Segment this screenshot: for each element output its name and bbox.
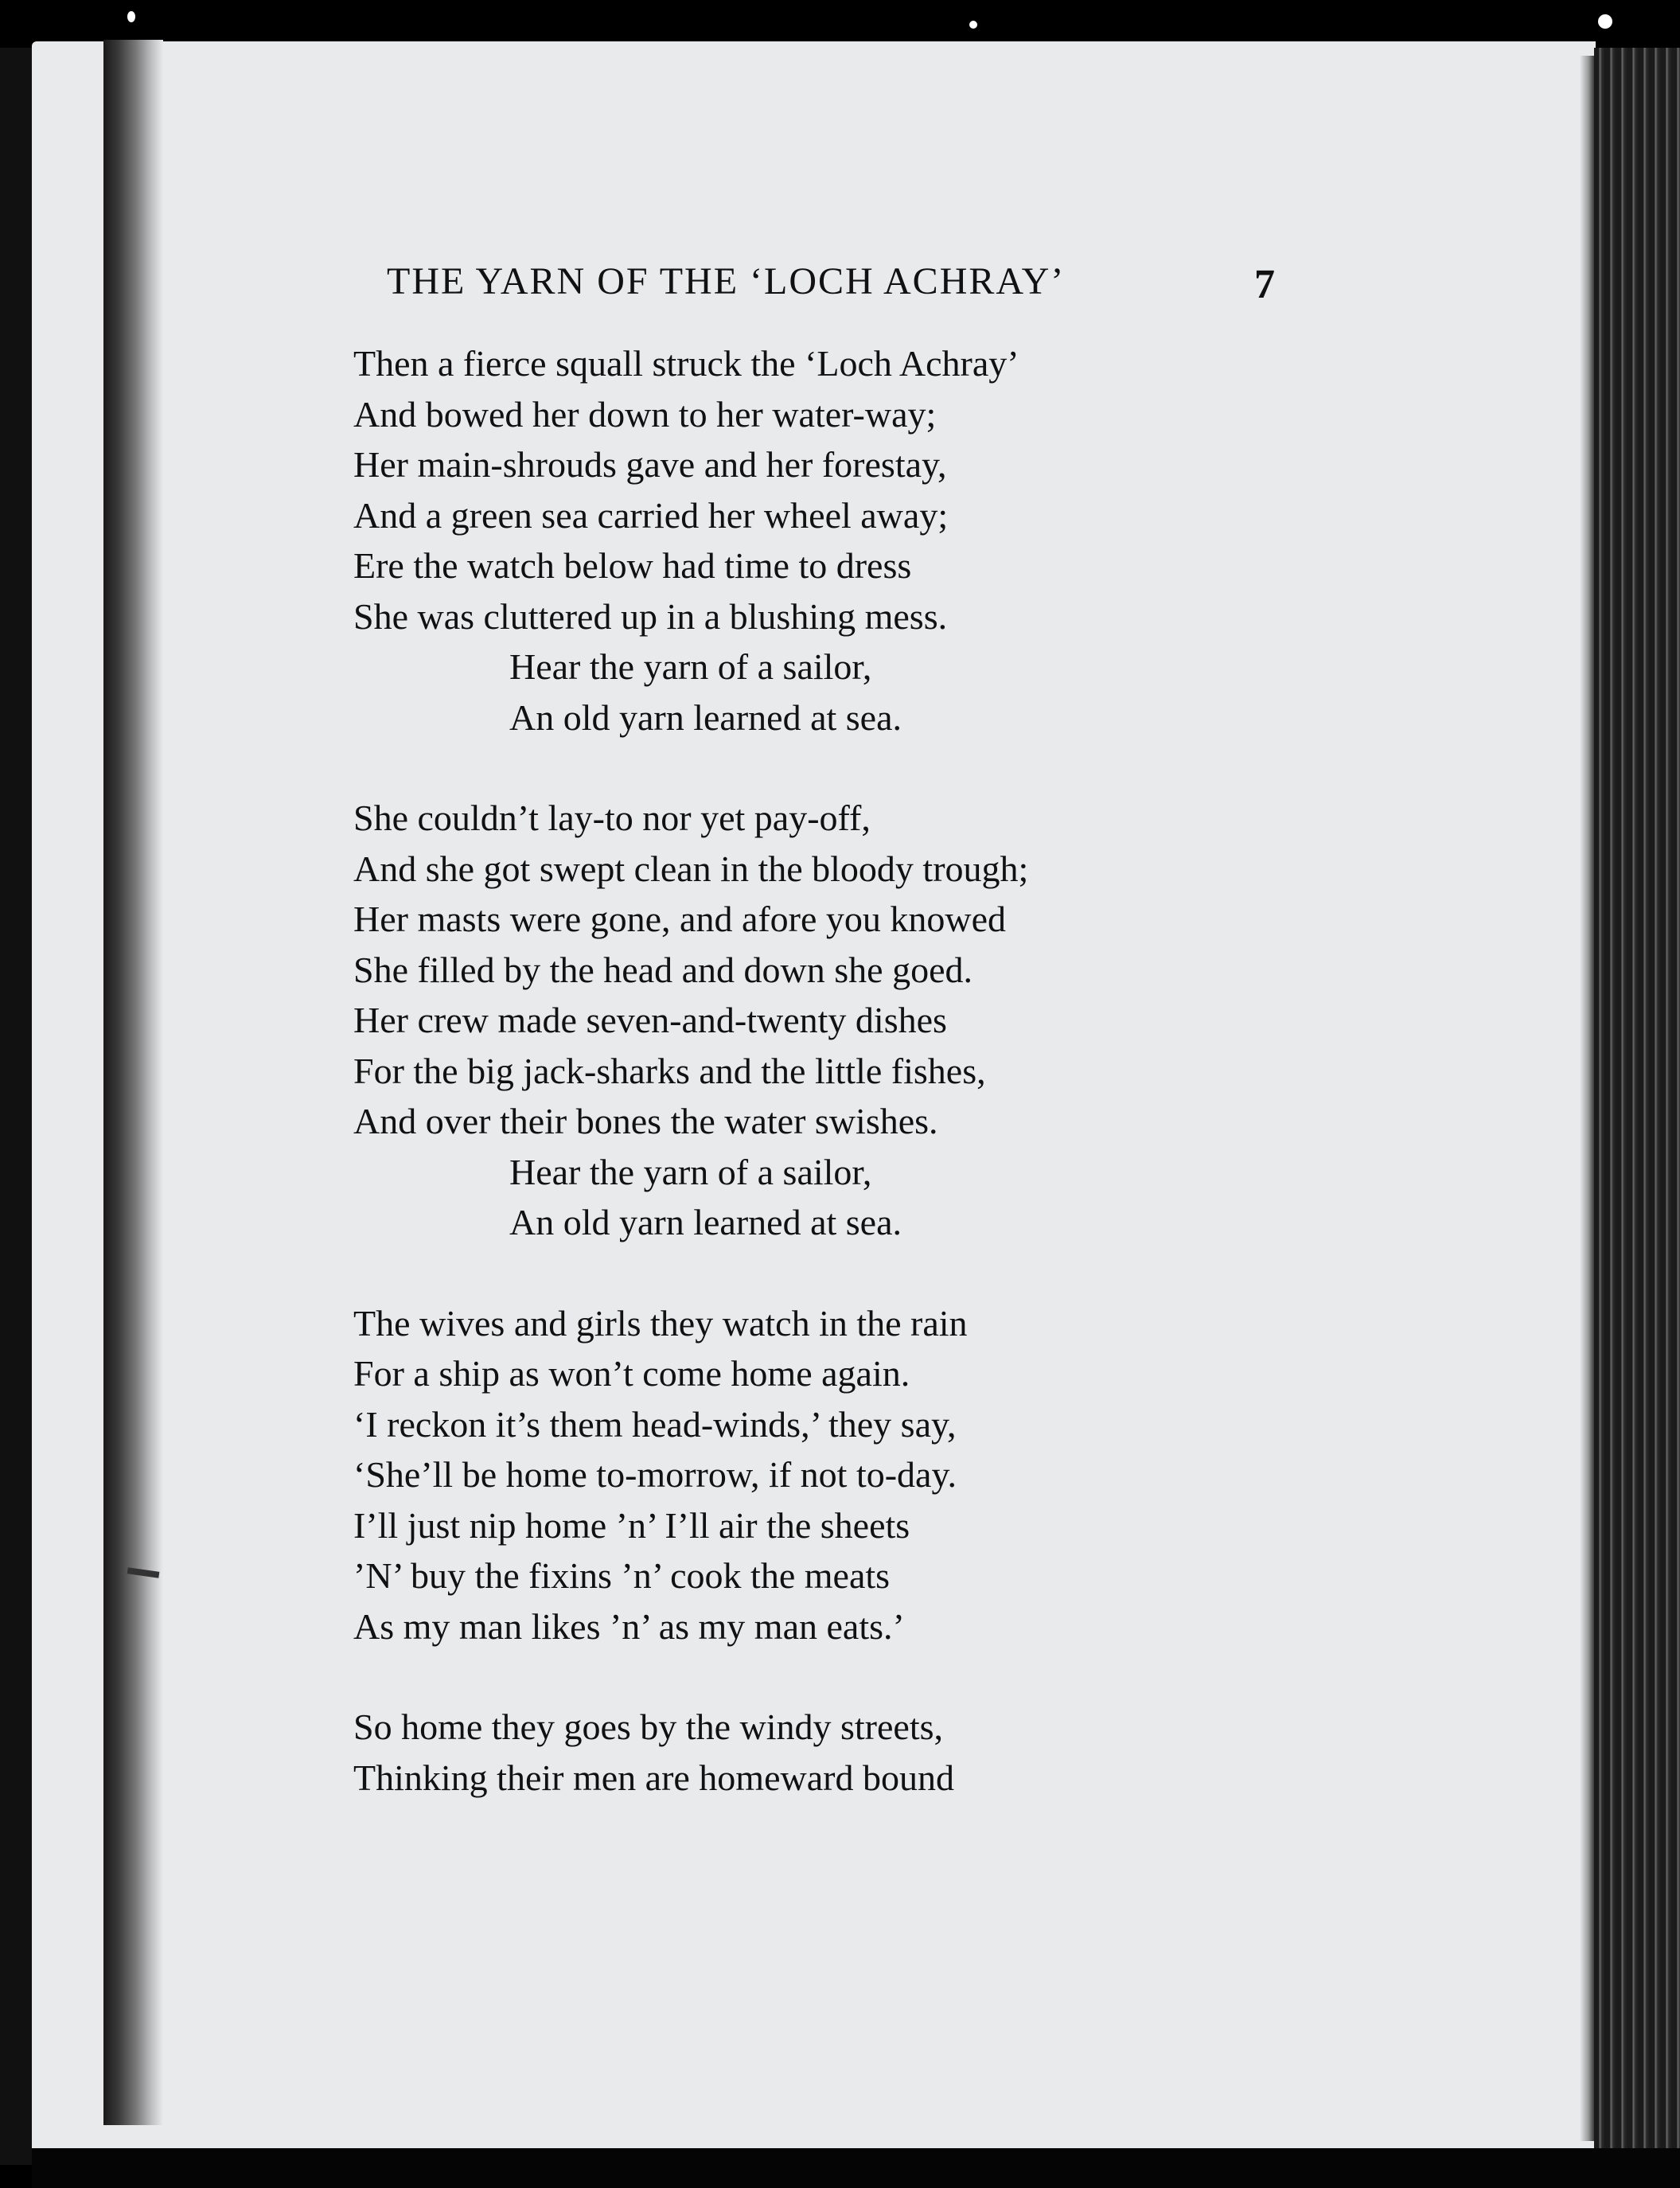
refrain-line: Hear the yarn of a sailor,: [509, 646, 872, 687]
verse-line: And bowed her down to her water-way;: [353, 393, 937, 435]
verse-line: For the big jack-sharks and the little fishes,: [353, 1050, 986, 1091]
verse-line: Then a fierce squall struck the ‘Loch Achray’: [353, 343, 1019, 384]
verse-line: Her main-shrouds gave and her forestay,: [353, 444, 947, 485]
stanza: [353, 1298, 1269, 1652]
verse-line: ‘I reckon it’s them head-winds,’ they say,: [353, 1403, 957, 1445]
verse-line: As my man likes ’n’ as my man eats.’: [353, 1605, 905, 1647]
verse-line: ‘She’ll be home to-morrow, if not to-day.: [353, 1454, 957, 1495]
verse-line: Her masts were gone, and afore you knowed: [353, 899, 1007, 939]
bottom-scan-border: [32, 2148, 1680, 2188]
verse-line: The wives and girls they watch in the rain: [353, 1302, 968, 1344]
scan-speck: [1598, 14, 1612, 29]
verse-line: She couldn’t lay-to nor yet pay-off,: [353, 798, 871, 838]
verse-line: Ere the watch below had time to dress: [353, 545, 912, 586]
refrain-line: Hear the yarn of a sailor,: [509, 1151, 872, 1192]
verse-line: And over their bones the water swishes.: [353, 1101, 938, 1141]
page-number: 7: [1254, 262, 1275, 307]
refrain-line: An old yarn learned at sea.: [509, 696, 902, 738]
scan-speck: [969, 21, 977, 29]
stanza: [353, 1702, 1269, 1803]
refrain-line: An old yarn learned at sea.: [509, 1202, 902, 1242]
verse-line: Thinking their men are homeward bound: [353, 1757, 954, 1798]
page-header: [387, 253, 1294, 317]
verse-line: So home they goes by the windy streets,: [353, 1706, 944, 1747]
page-edge-shadow: [1580, 56, 1594, 2141]
scan-speck: [127, 11, 135, 22]
running-head: THE YARN OF THE ‘LOCH ACHRAY’: [387, 260, 1066, 302]
stanza: [353, 338, 1269, 743]
book-gutter-shadow: [103, 40, 163, 2125]
verse-line: Her crew made seven-and-twenty dishes: [353, 1000, 947, 1040]
verse-line: ’N’ buy the fixins ’n’ cook the meats: [353, 1555, 891, 1596]
verse-line: And she got swept clean in the bloody trough;: [353, 848, 1029, 889]
verse-line: She filled by the head and down she goed.: [353, 949, 973, 990]
previous-page-edge: [0, 48, 32, 2165]
poem-body: [353, 338, 1269, 1803]
verse-line: She was cluttered up in a blushing mess.: [353, 595, 948, 637]
page-stack-edge: [1594, 48, 1680, 2181]
verse-line: For a ship as won’t come home again.: [353, 1353, 910, 1394]
stanza: [353, 793, 1269, 1248]
verse-line: I’ll just nip home ’n’ I’ll air the sheets: [353, 1504, 910, 1546]
verse-line: And a green sea carried her wheel away;: [353, 494, 949, 536]
